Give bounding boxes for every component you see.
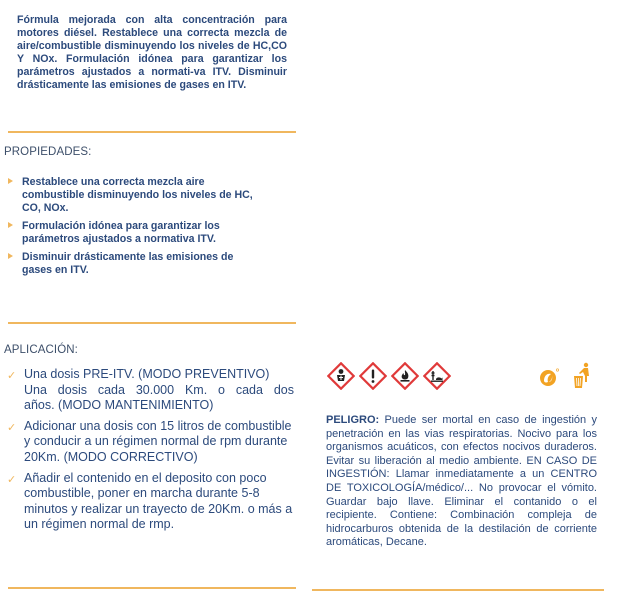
- environment-hazard-icon: [423, 362, 451, 390]
- tidyman-icon: [571, 362, 593, 395]
- divider: [8, 322, 296, 324]
- triangle-bullet-icon: [8, 222, 13, 228]
- green-dot-icon: [538, 364, 560, 395]
- list-item: ✓ Una dosis PRE-ITV. (MODO PREVENTIVO) Una dosis cada 30.000 Km. o cada dos años. (MODO MANTENIMIENTO): [7, 367, 294, 413]
- product-description: Fórmula mejorada con alta concentración para motores diésel. Restablece una correcta mezcla de aire/combustible disminuyendo los niveles de HC,CO Y NOx. Formulación idónea para garantizar los parámetros ajustados a normati-va ITV. Disminuir drásticamente las emisiones de gases en ITV.: [17, 14, 287, 91]
- hazard-warning-text: PELIGRO: Puede ser mortal en caso de ingestión y penetración en las vias respiratorias. Nocivo para los organismos acuáticos, con efectos nocivos duraderos. Evitar su liberación al medio ambiente. EN CASO DE INGESTIÓN: Llamar inmediatamente a un CENTRO DE TOXICOLOGÍA/médico/... No provocar el vómito. Guardar bajo llave. Eliminar el contanido o el recipiente. Contiene: Combinación compleja de hidrocarburos obtenida de la destilación de corriente aromáticas, Decane.: [326, 414, 597, 549]
- health-hazard-icon: [327, 362, 355, 390]
- checkmark-icon: ✓: [7, 473, 17, 486]
- list-item: Disminuir drásticamente las emisiones de gases en ITV.: [4, 251, 264, 277]
- properties-title: PROPIEDADES:: [4, 146, 92, 158]
- ghs-pictograms: [327, 362, 451, 394]
- flammable-icon: [391, 362, 419, 390]
- list-item: ✓ Adicionar una dosis con 15 litros de combustible y conducir a un régimen normal de rpm durante 20Km. (MODO CORRECTIVO): [7, 418, 292, 464]
- application-title: APLICACIÓN:: [4, 344, 78, 356]
- divider: [8, 587, 296, 589]
- triangle-bullet-icon: [8, 253, 13, 259]
- list-item: ✓ Añadir el contenido en el deposito con poco combustible, poner en marcha durante 5-8 minutos y realizar un trayecto de 20Km. o más a un régimen normal de rmp.: [7, 470, 293, 532]
- divider: [8, 131, 296, 133]
- exclamation-mark-icon: [359, 362, 387, 390]
- checkmark-icon: ✓: [7, 370, 17, 382]
- application-list: [4, 367, 294, 538]
- properties-list: [4, 176, 264, 282]
- triangle-bullet-icon: [8, 178, 13, 184]
- list-item: Formulación idónea para garantizar los parámetros ajustados a normativa ITV.: [4, 220, 264, 246]
- danger-label: PELIGRO:: [326, 414, 380, 426]
- divider: [312, 589, 604, 591]
- list-item: Restablece una correcta mezcla aire combustible disminuyendo los niveles de HC, CO, NOx.: [4, 176, 264, 215]
- checkmark-icon: ✓: [7, 421, 17, 434]
